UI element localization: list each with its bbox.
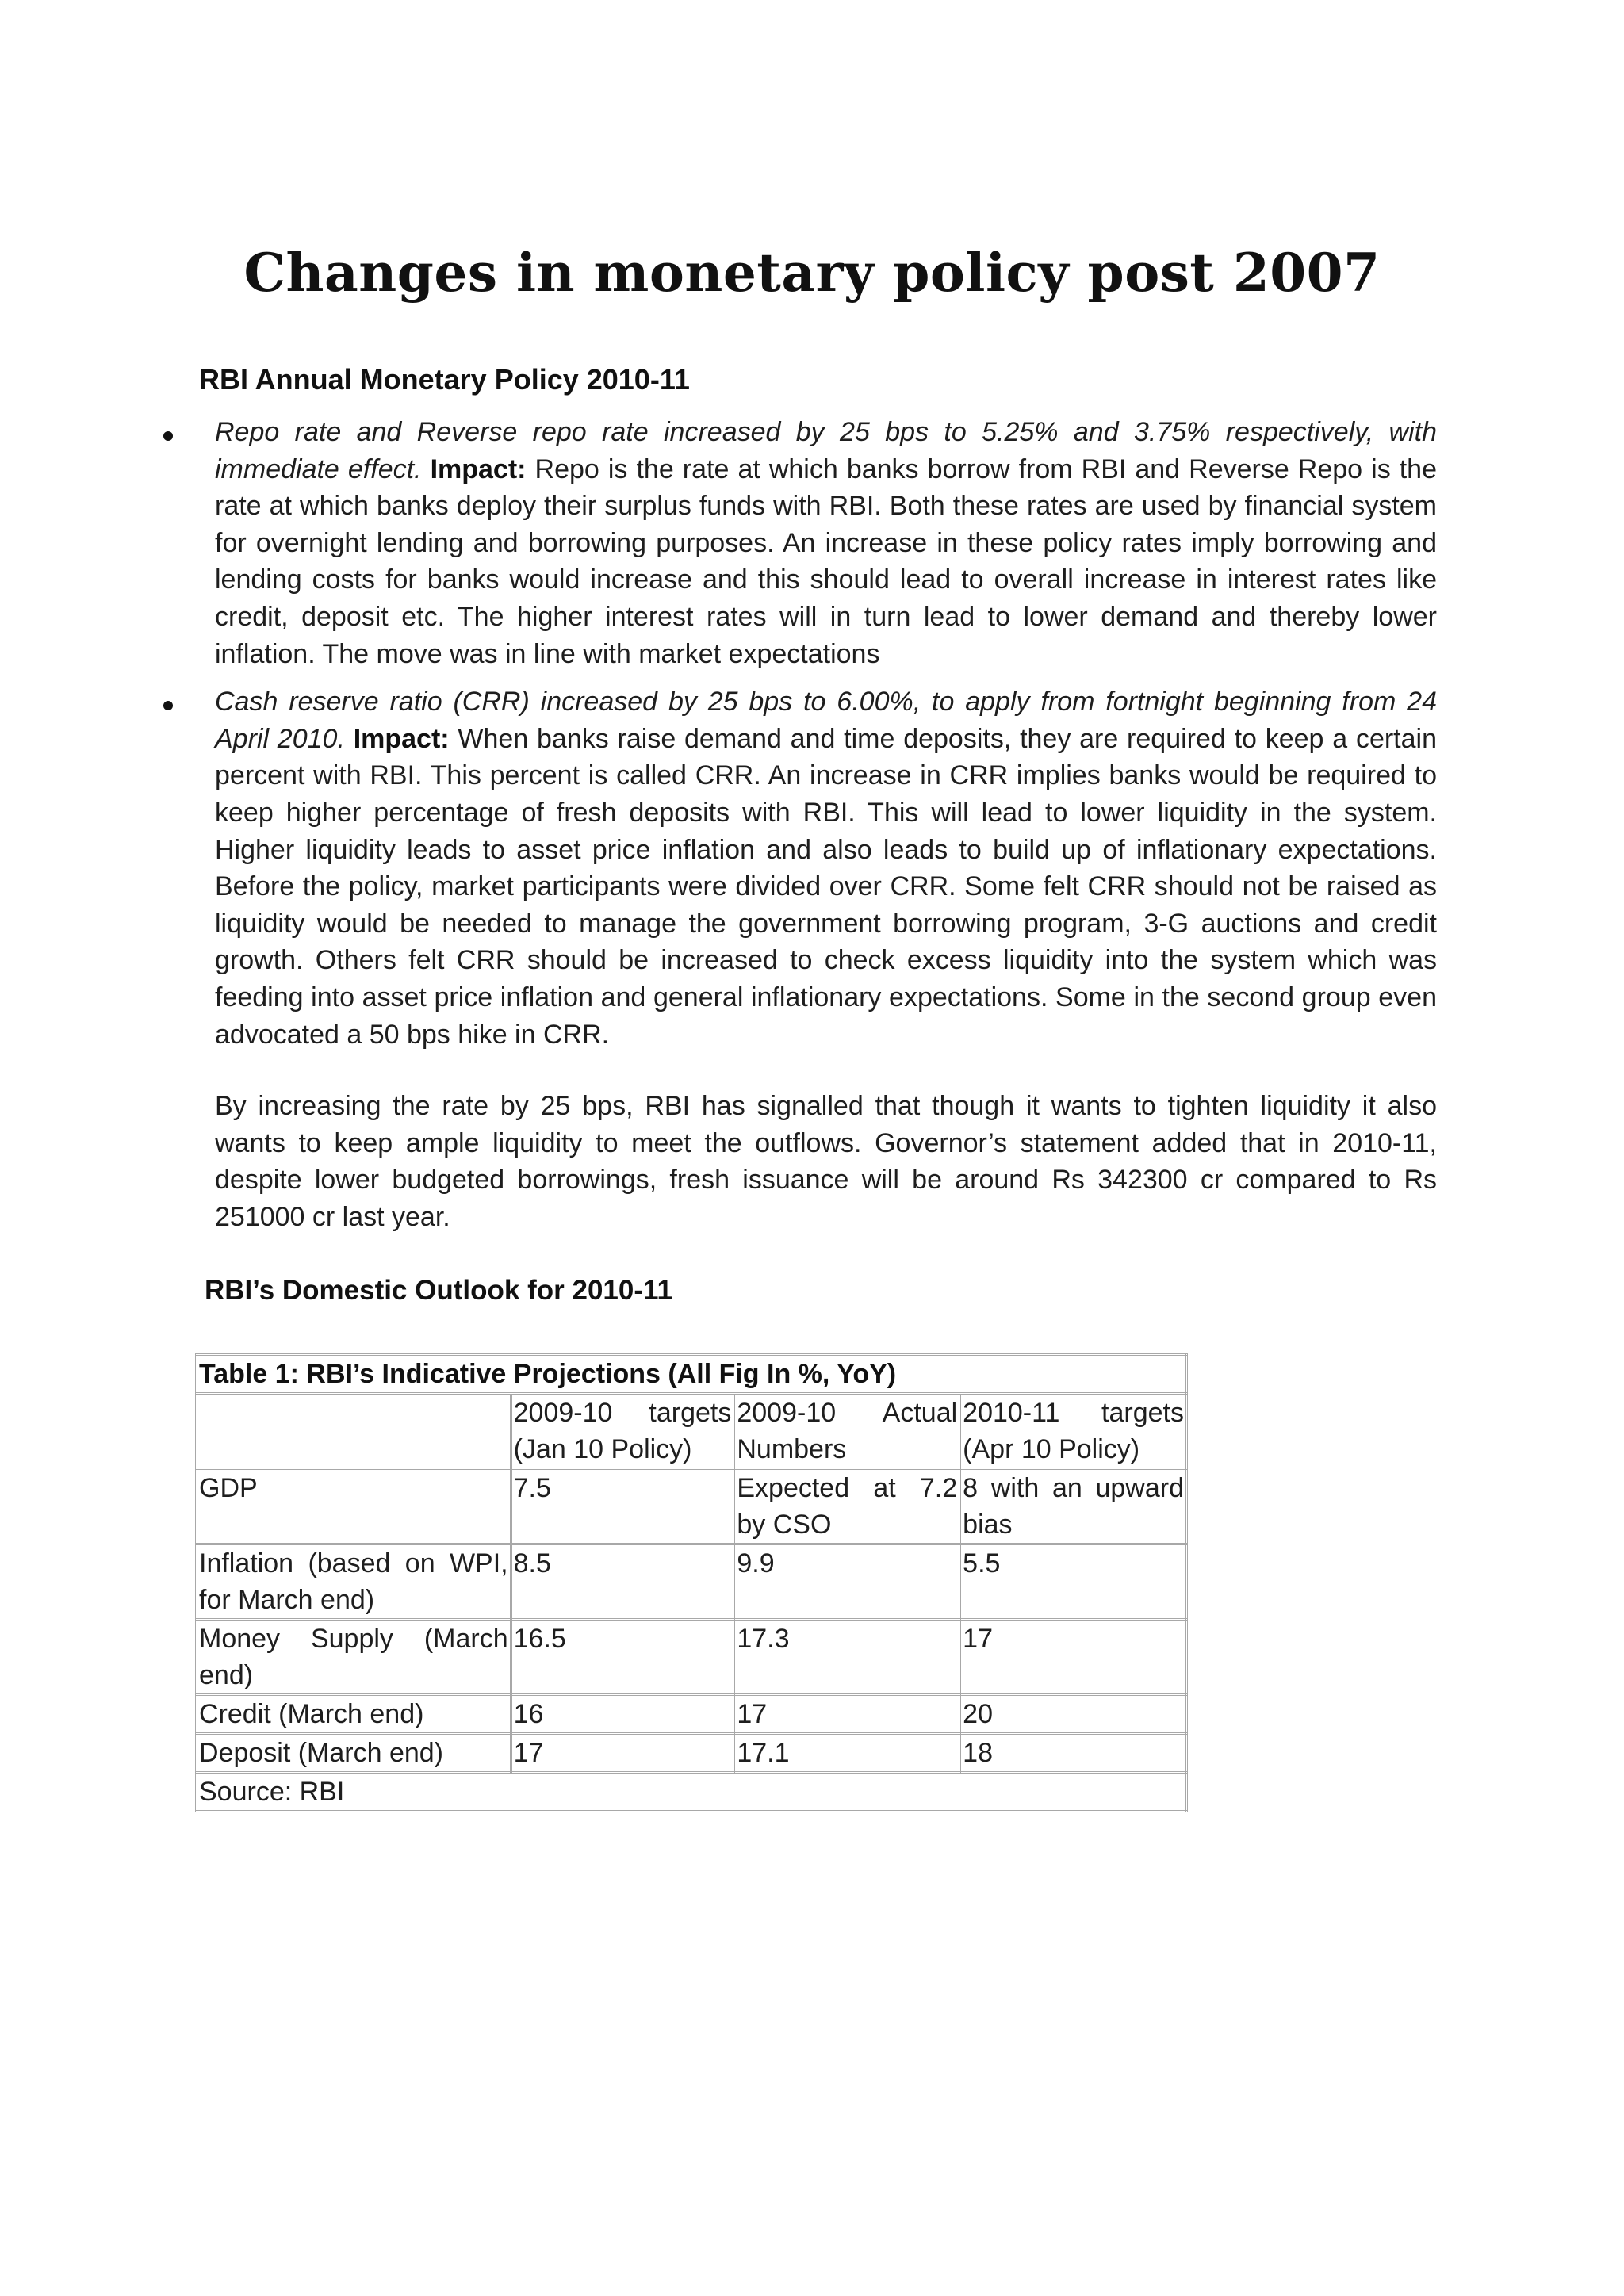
table-cell: 17 <box>960 1620 1187 1695</box>
table-cell: 16.5 <box>511 1620 734 1695</box>
bullet-dot-icon <box>163 701 173 710</box>
table-cell: 8 with an upward bias <box>960 1469 1187 1544</box>
table-header-cell: 2009-10 targets (Jan 10 Policy) <box>511 1394 734 1469</box>
table-cell: Money Supply (March end) <box>197 1620 511 1695</box>
table-header-row <box>197 1394 1187 1469</box>
table-cell: Credit (March end) <box>197 1695 511 1734</box>
table-cell: GDP <box>197 1469 511 1544</box>
table-caption-row <box>197 1355 1187 1394</box>
table-cell: 8.5 <box>511 1544 734 1620</box>
table-source: Source: RBI <box>197 1773 1187 1812</box>
bullet-paragraph <box>215 683 1437 1053</box>
table-header-cell <box>197 1394 511 1469</box>
table-cell: Deposit (March end) <box>197 1734 511 1773</box>
table-cell: 17 <box>511 1734 734 1773</box>
table-header-cell: 2010-11 targets (Apr 10 Policy) <box>960 1394 1187 1469</box>
table-cell: Expected at 7.2 by CSO <box>734 1469 960 1544</box>
table-caption: Table 1: RBI’s Indicative Projections (All Fig In %, YoY) <box>197 1355 1187 1394</box>
table-cell: 20 <box>960 1695 1187 1734</box>
impact-label: Impact: <box>430 453 527 484</box>
policy-bullet-list <box>0 414 1624 1053</box>
table-cell: 17.3 <box>734 1620 960 1695</box>
section-heading-domestic-outlook: RBI’s Domestic Outlook for 2010-11 <box>205 1275 672 1306</box>
table-cell: 7.5 <box>511 1469 734 1544</box>
table-cell: Inflation (based on WPI, for March end) <box>197 1544 511 1620</box>
impact-label: Impact: <box>353 723 450 754</box>
table-source-row <box>197 1773 1187 1812</box>
follow-up-paragraph: By increasing the rate by 25 bps, RBI has signalled that though it wants to tighten liquidity it also wants to keep ample liquidity to meet the outflows. Governor’s statement added that in 2010-11, despite lower budgeted borrowings, fresh issuance will be around Rs 342300 cr compared to Rs 251000 cr last year. <box>215 1091 1437 1232</box>
bullet-repo-rate <box>0 414 1437 672</box>
page-title: Changes in monetary policy post 2007 <box>243 242 1381 304</box>
table-cell: 16 <box>511 1695 734 1734</box>
bullet-paragraph <box>215 414 1437 672</box>
bullet-crr <box>0 683 1437 1053</box>
table-row <box>197 1734 1187 1773</box>
table-header-cell: 2009-10 Actual Numbers <box>734 1394 960 1469</box>
table-cell: 5.5 <box>960 1544 1187 1620</box>
policy-change-text: Repo rate and Reverse repo rate increased by 25 bps to 5.25% and 3.75% respectively, with immediate effect. <box>215 417 1437 484</box>
table-cell: 17.1 <box>734 1734 960 1773</box>
table-cell: 17 <box>734 1695 960 1734</box>
section-heading-monetary-policy: RBI Annual Monetary Policy 2010-11 <box>199 363 690 396</box>
policy-change-text: Cash reserve ratio (CRR) increased by 25 bps to 6.00%, to apply from fortnight beginning from 24 April 2010. <box>215 687 1437 754</box>
table-cell: 9.9 <box>734 1544 960 1620</box>
table-row <box>197 1620 1187 1695</box>
bullet-dot-icon <box>163 431 173 441</box>
table-cell: 18 <box>960 1734 1187 1773</box>
projections-table <box>195 1353 1188 1812</box>
table-row <box>197 1544 1187 1620</box>
impact-text: When banks raise demand and time deposits, they are required to keep a certain percent with RBI. This percent is called CRR. An increase in CRR implies banks would be required to keep higher percentage of fresh deposits with RBI. This will lead to lower liquidity in the system. Higher liquidity leads to asset price inflation and also leads to build up of inflationary expectations. Before the policy, market participants were divided over CRR. Some felt CRR should not be raised as liquidity would be needed to manage the government borrowing program, 3-G auctions and credit growth. Others felt CRR should be increased to check excess liquidity into the system which was feeding into asset price inflation and general inflationary expectations. Some in the second group even advocated a 50 bps hike in CRR. <box>215 723 1437 1050</box>
table-row <box>197 1695 1187 1734</box>
table-row <box>197 1469 1187 1544</box>
impact-text: Repo is the rate at which banks borrow from RBI and Reverse Repo is the rate at which banks deploy their surplus funds with RBI. Both these rates are used by financial system for overnight lending and borrowing purposes. An increase in these policy rates imply borrowing and lending costs for banks would increase and this should lead to overall increase in interest rates like credit, deposit etc. The higher interest rates will in turn lead to lower demand and thereby lower inflation. The move was in line with market expectations <box>215 453 1438 669</box>
